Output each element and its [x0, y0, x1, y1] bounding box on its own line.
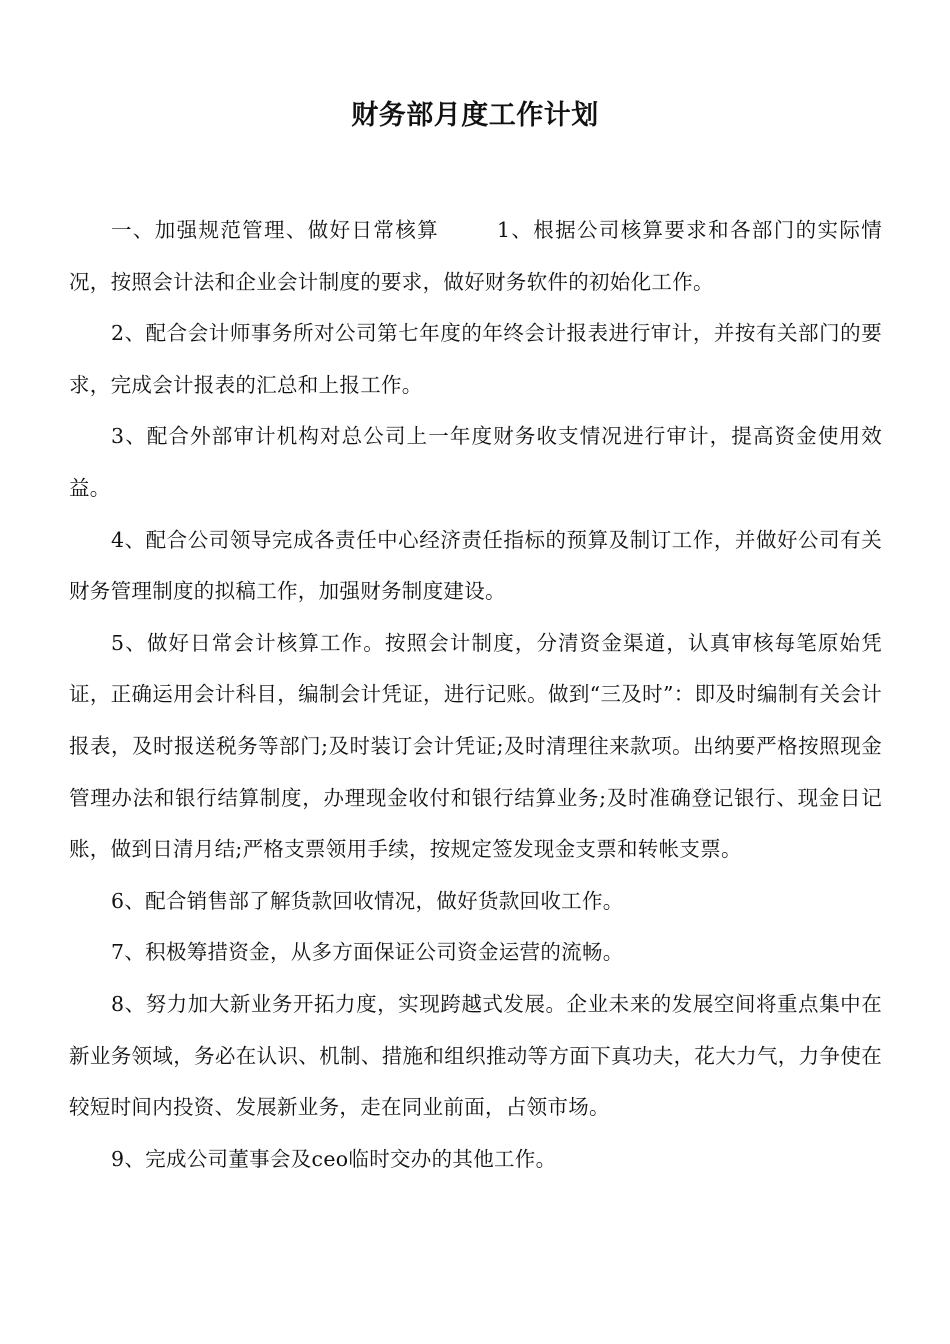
document-title: 财务部月度工作计划 [351, 100, 599, 131]
paragraph-3: 3、配合外部审计机构对总公司上一年度财务收支情况进行审计，提高资金使用效益。 [69, 424, 882, 500]
paragraph-1 [69, 205, 882, 308]
paragraph-7: 7、积极筹措资金，从多方面保证公司资金运营的流畅。 [111, 940, 624, 965]
paragraph-4: 4、配合公司领导完成各责任中心经济责任指标的预算及制订工作，并做好公司有关财务管理制度的拟稿工作，加强财务制度建设。 [69, 527, 882, 604]
paragraph-8: 8、努力加大新业务开拓力度，实现跨越式发展。企业未来的发展空间将重点集中在新业务领域，务必在认识、机制、措施和组织推动等方面下真功夫，花大力气，力争使在较短时间内投资、发展新业务，走在同业前面，占领市场。 [69, 991, 882, 1120]
paragraph-2: 2、配合会计师事务所对公司第七年度的年终会计报表进行审计，并按有关部门的要求，完成会计报表的汇总和上报工作。 [69, 321, 882, 397]
paragraph-6: 6、配合销售部了解货款回收情况，做好货款回收工作。 [111, 888, 624, 913]
paragraph-text: 1、根据公司核算要求和各部门的实际情况，按照会计法和企业会计制度的要求，做好财务软件的初始化工作。 [69, 218, 882, 294]
paragraph-5: 5、做好日常会计核算工作。按照会计制度，分清资金渠道，认真审核每笔原始凭证，正确运用会计科目，编制会计凭证，进行记账。做到“三及时”：即及时编制有关会计报表，及时报送税务等部门;及时装订会计凭证;及时清理往来款项。出纳要严格按照现金管理办法和银行结算制度，办理现金收付和银行结算业务;及时准确登记银行、现金日记账，做到日清月结;严格支票领用手续，按规定签发现金支票和转帐支票。 [69, 630, 882, 862]
paragraph-9: 9、完成公司董事会及ceo临时交办的其他工作。 [111, 1146, 557, 1171]
section-heading: 一、加强规范管理、做好日常核算 [111, 218, 439, 242]
document-body [69, 205, 882, 1185]
